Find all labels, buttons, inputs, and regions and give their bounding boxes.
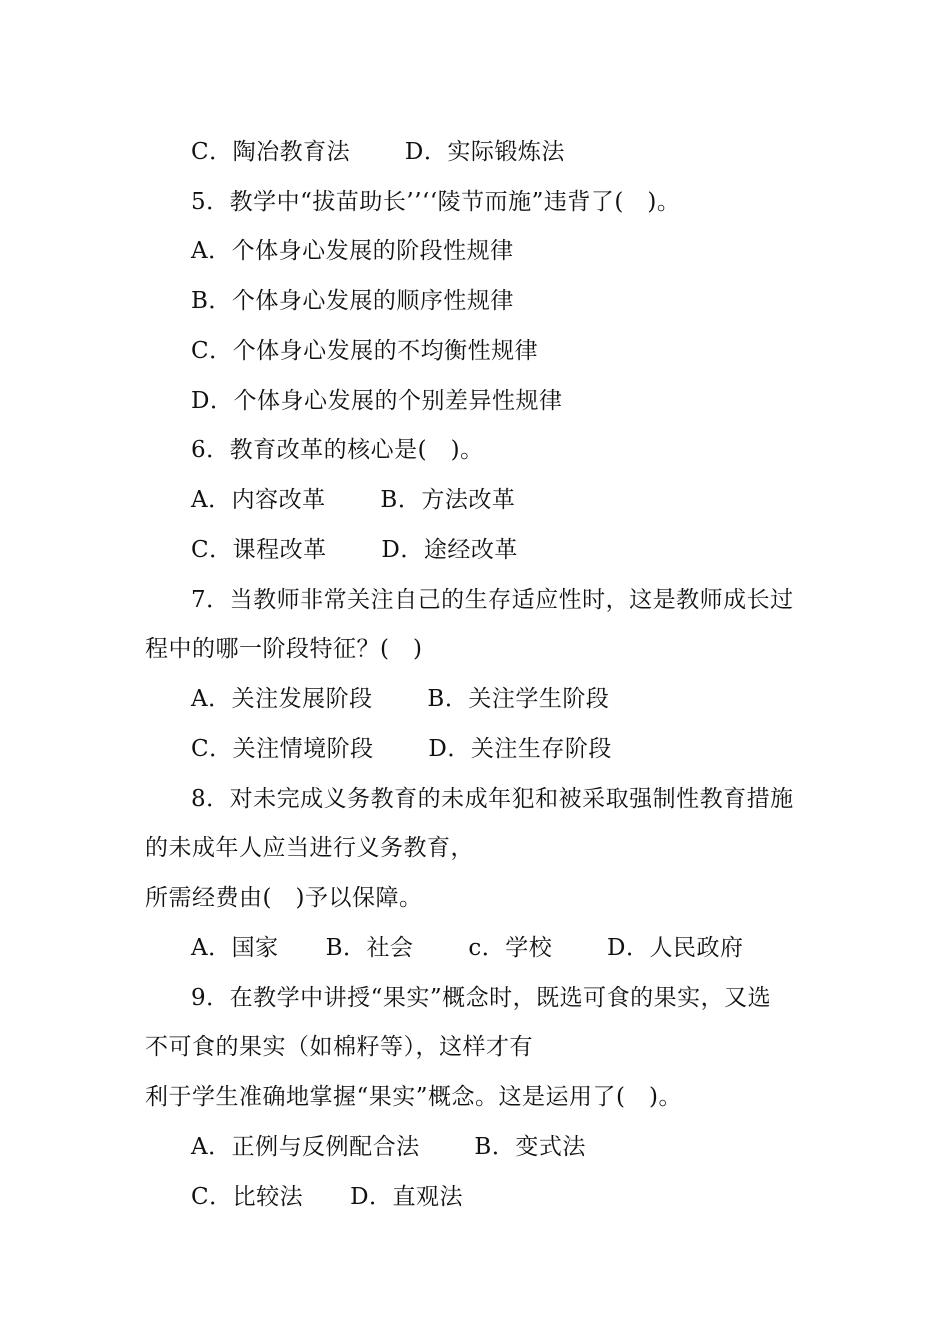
question-5: 5．教学中“拔苗助长’’‘‘陵节而施”违背了( )。 — [191, 189, 681, 215]
option-line-q9-ab: A．正例与反例配合法 B．变式法 — [191, 1134, 586, 1160]
question-7-continued: 程中的哪一阶段特征？( ) — [145, 636, 423, 662]
option-q5-a: A．个体身心发展的阶段性规律 — [191, 238, 514, 264]
option-q5-c: C．个体身心发展的不均衡性规律 — [191, 338, 539, 364]
question-8-continued-1: 的未成年人应当进行义务教育， — [145, 835, 474, 861]
option-line-q6-ab: A．内容改革 B．方法改革 — [191, 487, 516, 513]
option-line-q4-cd: C．陶冶教育法 D．实际锻炼法 — [191, 139, 565, 165]
option-line-q6-cd: C．课程改革 D．途经改革 — [191, 537, 518, 563]
question-9-continued-2: 利于学生准确地掌握“果实”概念。这是运用了( )。 — [145, 1084, 682, 1110]
option-line-q9-cd: C．比较法 D．直观法 — [191, 1184, 464, 1210]
question-6: 6．教育改革的核心是( )。 — [191, 437, 484, 463]
question-8-continued-2: 所需经费由( )予以保障。 — [145, 885, 423, 911]
question-9: 9．在教学中讲授“果实”概念时，既选可食的果实，又选 — [191, 985, 772, 1011]
option-line-q7-ab: A．关注发展阶段 B．关注学生阶段 — [191, 686, 610, 712]
option-line-q8: A．国家 B．社会 c．学校 D．人民政府 — [191, 935, 744, 961]
question-8: 8．对未完成义务教育的未成年犯和被采取强制性教育措施 — [191, 786, 794, 812]
question-7: 7．当教师非常关注自己的生存适应性时，这是教师成长过 — [191, 587, 794, 613]
option-q5-d: D．个体身心发展的个别差异性规律 — [191, 388, 563, 414]
question-9-continued-1: 不可食的果实（如棉籽等），这样才有 — [145, 1034, 533, 1060]
option-q5-b: B．个体身心发展的顺序性规律 — [191, 288, 514, 314]
option-line-q7-cd: C．关注情境阶段 D．关注生存阶段 — [191, 736, 612, 762]
